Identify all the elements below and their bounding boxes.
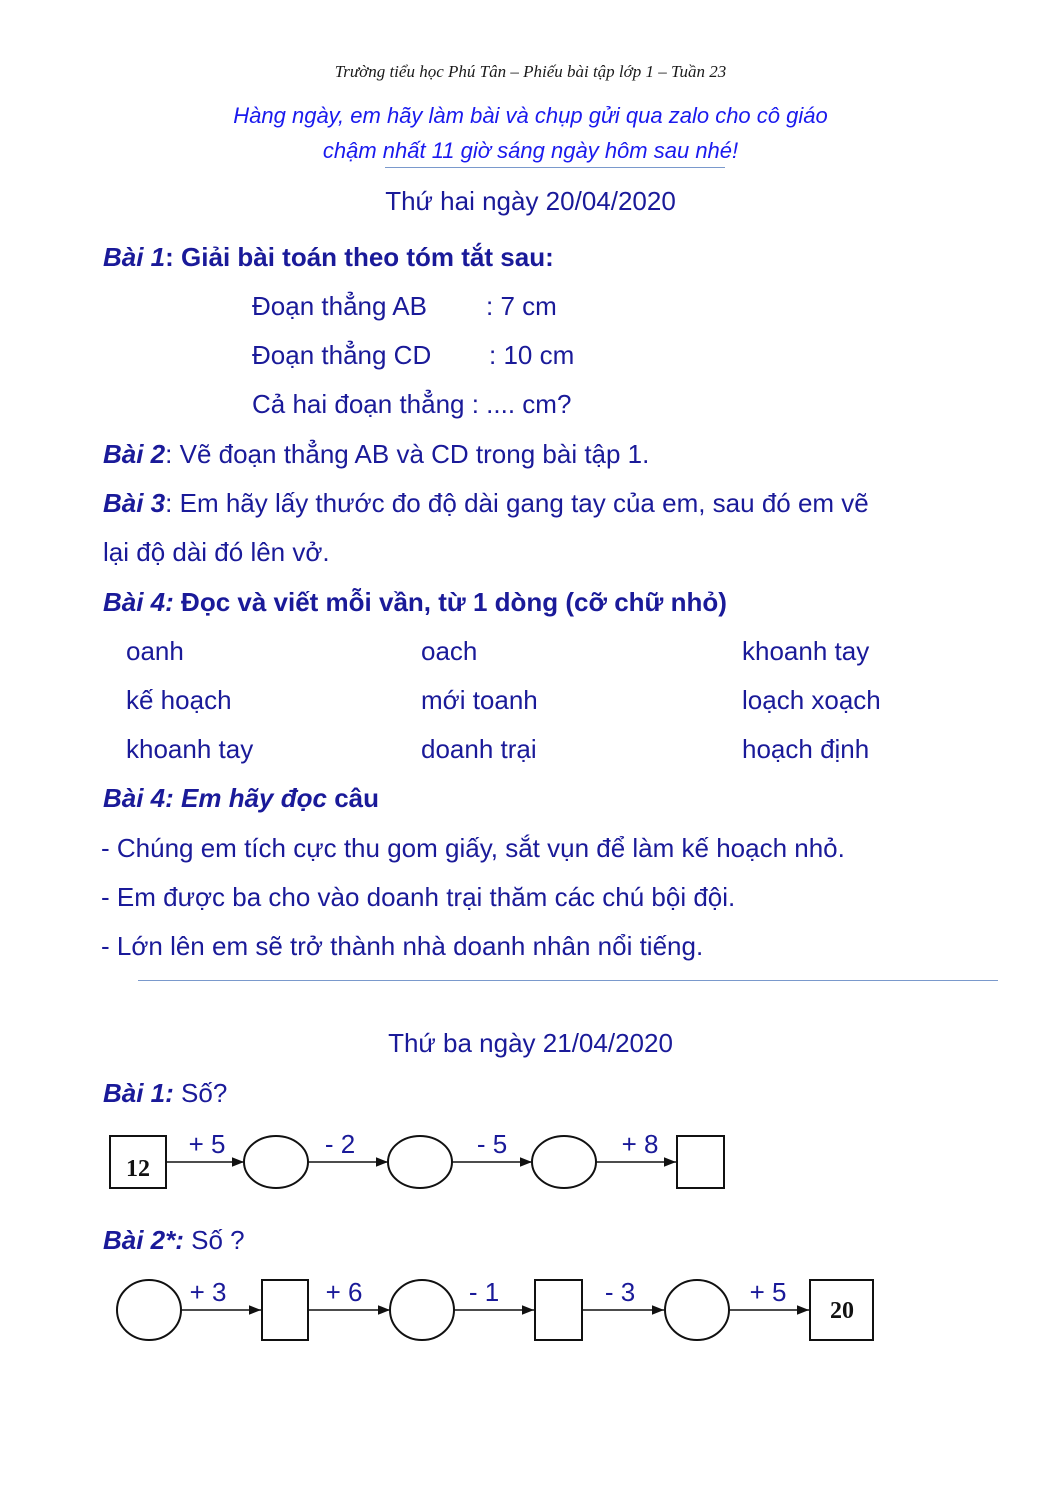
start-number: 12 — [126, 1156, 150, 1182]
summary-value-cd: : 10 cm — [489, 340, 575, 370]
day1-bai3-line2: lại độ dài đó lên vở. — [103, 537, 330, 567]
day1-title: Thứ hai ngày 20/04/2020 — [385, 186, 676, 216]
bai-text: : Giải bài toán theo tóm tắt sau: — [165, 242, 554, 272]
operation-label: - 5 — [476, 1129, 508, 1159]
worksheet-header: Trường tiểu học Phú Tân – Phiếu bài tập lớp 1 – Tuần 23 — [334, 62, 727, 81]
bai-text: Số? — [173, 1078, 228, 1108]
word: loạch xoạch — [742, 685, 881, 715]
day1-bai4b-heading — [103, 783, 379, 814]
operation-label: + 5 — [188, 1129, 226, 1159]
operation-label: + 5 — [749, 1277, 787, 1307]
answer-circle[interactable] — [390, 1280, 454, 1340]
section-divider — [138, 980, 998, 981]
bai-text: : Vẽ đoạn thẳng AB và CD trong bài tập 1. — [165, 439, 650, 469]
day1-bai3 — [103, 488, 869, 519]
bai-text: Số ? — [183, 1225, 245, 1255]
bai-text: : Em hãy lấy thước đo độ dài gang tay của em, sau đó em vẽ — [165, 488, 869, 518]
answer-circle[interactable] — [388, 1136, 452, 1188]
sentence: - Em được ba cho vào doanh trại thăm các chú bội đội. — [101, 882, 736, 912]
operation-label: - 3 — [604, 1277, 636, 1307]
bai-label: Bài 4: — [103, 587, 174, 617]
answer-circle[interactable] — [244, 1136, 308, 1188]
summary-row-total: Cả hai đoạn thẳng : .... cm? — [252, 389, 572, 419]
bai-label: Bài 2*: — [103, 1225, 184, 1255]
day1-bai1-heading — [103, 242, 554, 273]
day2-bai1-heading — [103, 1078, 227, 1109]
answer-circle[interactable] — [532, 1136, 596, 1188]
word: khoanh tay — [742, 636, 870, 666]
bai-label: Bài 1 — [103, 242, 166, 272]
summary-value-ab: : 7 cm — [486, 291, 557, 321]
end-number: 20 — [830, 1298, 854, 1324]
answer-box[interactable] — [677, 1136, 724, 1188]
word: oanh — [126, 636, 184, 666]
word: doanh trại — [421, 734, 537, 764]
day1-bai4a-heading — [103, 587, 727, 618]
chain-diagram-2 — [100, 1268, 890, 1348]
summary-row-cd: Đoạn thẳng CD — [252, 340, 432, 370]
instruction-line-2: chậm nhất 11 giờ sáng ngày hôm sau nhé! — [322, 138, 739, 163]
answer-circle[interactable] — [665, 1280, 729, 1340]
sentence: - Lớn lên em sẽ trở thành nhà doanh nhân nổi tiếng. — [101, 931, 704, 961]
operation-label: - 1 — [468, 1277, 500, 1307]
word: hoạch định — [742, 734, 870, 764]
divider — [385, 167, 725, 168]
bai-text: Đọc và viết mỗi vần, từ 1 dòng (cỡ chữ nhỏ) — [173, 587, 727, 617]
word: mới toanh — [421, 685, 538, 715]
operation-label: + 6 — [325, 1277, 363, 1307]
answer-circle[interactable] — [117, 1280, 181, 1340]
word: khoanh tay — [126, 734, 254, 764]
answer-box[interactable] — [262, 1280, 308, 1340]
chain-diagram-1 — [100, 1120, 740, 1200]
bai-label: Bài 3 — [103, 488, 166, 518]
operation-label: - 2 — [324, 1129, 356, 1159]
answer-box[interactable] — [535, 1280, 582, 1340]
day2-title: Thứ ba ngày 21/04/2020 — [388, 1028, 673, 1058]
bai-label: Bài 2 — [103, 439, 166, 469]
word: oach — [421, 636, 478, 666]
day1-bai2 — [103, 439, 649, 470]
bai-label: Bài 1: — [103, 1078, 174, 1108]
word: kế hoạch — [126, 685, 232, 715]
operation-label: + 3 — [189, 1277, 227, 1307]
sentence: - Chúng em tích cực thu gom giấy, sắt vụn để làm kế hoạch nhỏ. — [101, 833, 845, 863]
day2-bai2-heading — [103, 1225, 245, 1256]
bai-label: Bài 4: Em hãy đọc — [103, 783, 327, 813]
operation-label: + 8 — [621, 1129, 659, 1159]
instruction-line-1: Hàng ngày, em hãy làm bài và chụp gửi qua zalo cho cô giáo — [233, 103, 828, 128]
summary-row-ab: Đoạn thẳng AB — [252, 291, 427, 321]
bai-text: câu — [326, 783, 379, 813]
